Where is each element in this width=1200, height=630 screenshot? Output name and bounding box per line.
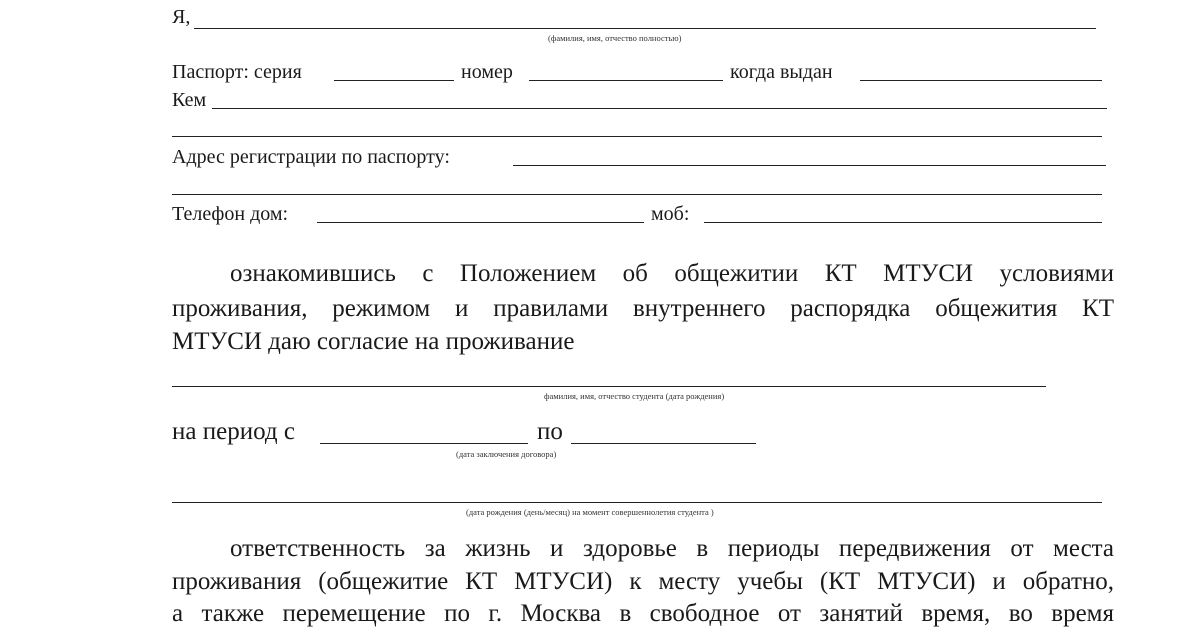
passport-issued-label: когда выдан <box>730 61 833 83</box>
issued-by-label: Кем <box>172 89 207 111</box>
issued-by-field[interactable] <box>212 108 1107 109</box>
period-to-label: по <box>537 418 563 445</box>
consent-line-2: проживания, режимом и правилами внутреннего распорядка общежития КТ <box>172 295 1114 322</box>
period-from-field[interactable] <box>320 443 528 444</box>
passport-series-field[interactable] <box>334 80 454 81</box>
phone-home-field[interactable] <box>317 222 644 223</box>
full-name-field[interactable] <box>194 28 1096 29</box>
full-name-caption: (фамилия, имя, отчество полностью) <box>548 33 682 43</box>
i-label: Я, <box>172 6 191 28</box>
phone-home-label: Телефон дом: <box>172 203 289 225</box>
responsibility-line-3: а также перемещение по г. Москва в свободное от занятий время, во время <box>172 600 1114 627</box>
passport-number-label: номер <box>461 61 513 83</box>
student-name-field[interactable] <box>172 386 1046 387</box>
phone-mobile-field[interactable] <box>704 222 1102 223</box>
consent-line-3: МТУСИ даю согласие на проживание <box>172 328 575 355</box>
passport-number-field[interactable] <box>529 80 723 81</box>
address-label: Адрес регистрации по паспорту: <box>172 146 450 168</box>
phone-mobile-label: моб: <box>651 203 690 225</box>
address-field[interactable] <box>513 165 1106 166</box>
period-to-field[interactable] <box>571 443 756 444</box>
issued-by-field-continued[interactable] <box>172 136 1102 137</box>
birth-date-caption: (дата рождения (день/месяц) на момент совершеннолетия студента ) <box>466 507 714 517</box>
responsibility-line-1: ответственность за жизнь и здоровье в периоды передвижения от места <box>230 535 1114 562</box>
consent-line-1: ознакомившись с Положением об общежитии КТ МТУСИ условиями <box>230 260 1114 287</box>
period-caption: (дата заключения договора) <box>456 449 557 459</box>
responsibility-line-2: проживания (общежитие КТ МТУСИ) к месту учебы (КТ МТУСИ) и обратно, <box>172 568 1114 595</box>
passport-issued-date-field[interactable] <box>860 80 1102 81</box>
address-field-continued[interactable] <box>172 194 1102 195</box>
student-name-caption: фамилия, имя, отчество студента (дата рождения) <box>544 391 725 401</box>
birth-date-field[interactable] <box>172 502 1102 503</box>
passport-series-label: Паспорт: серия <box>172 61 302 83</box>
period-from-label: на период с <box>172 418 295 445</box>
